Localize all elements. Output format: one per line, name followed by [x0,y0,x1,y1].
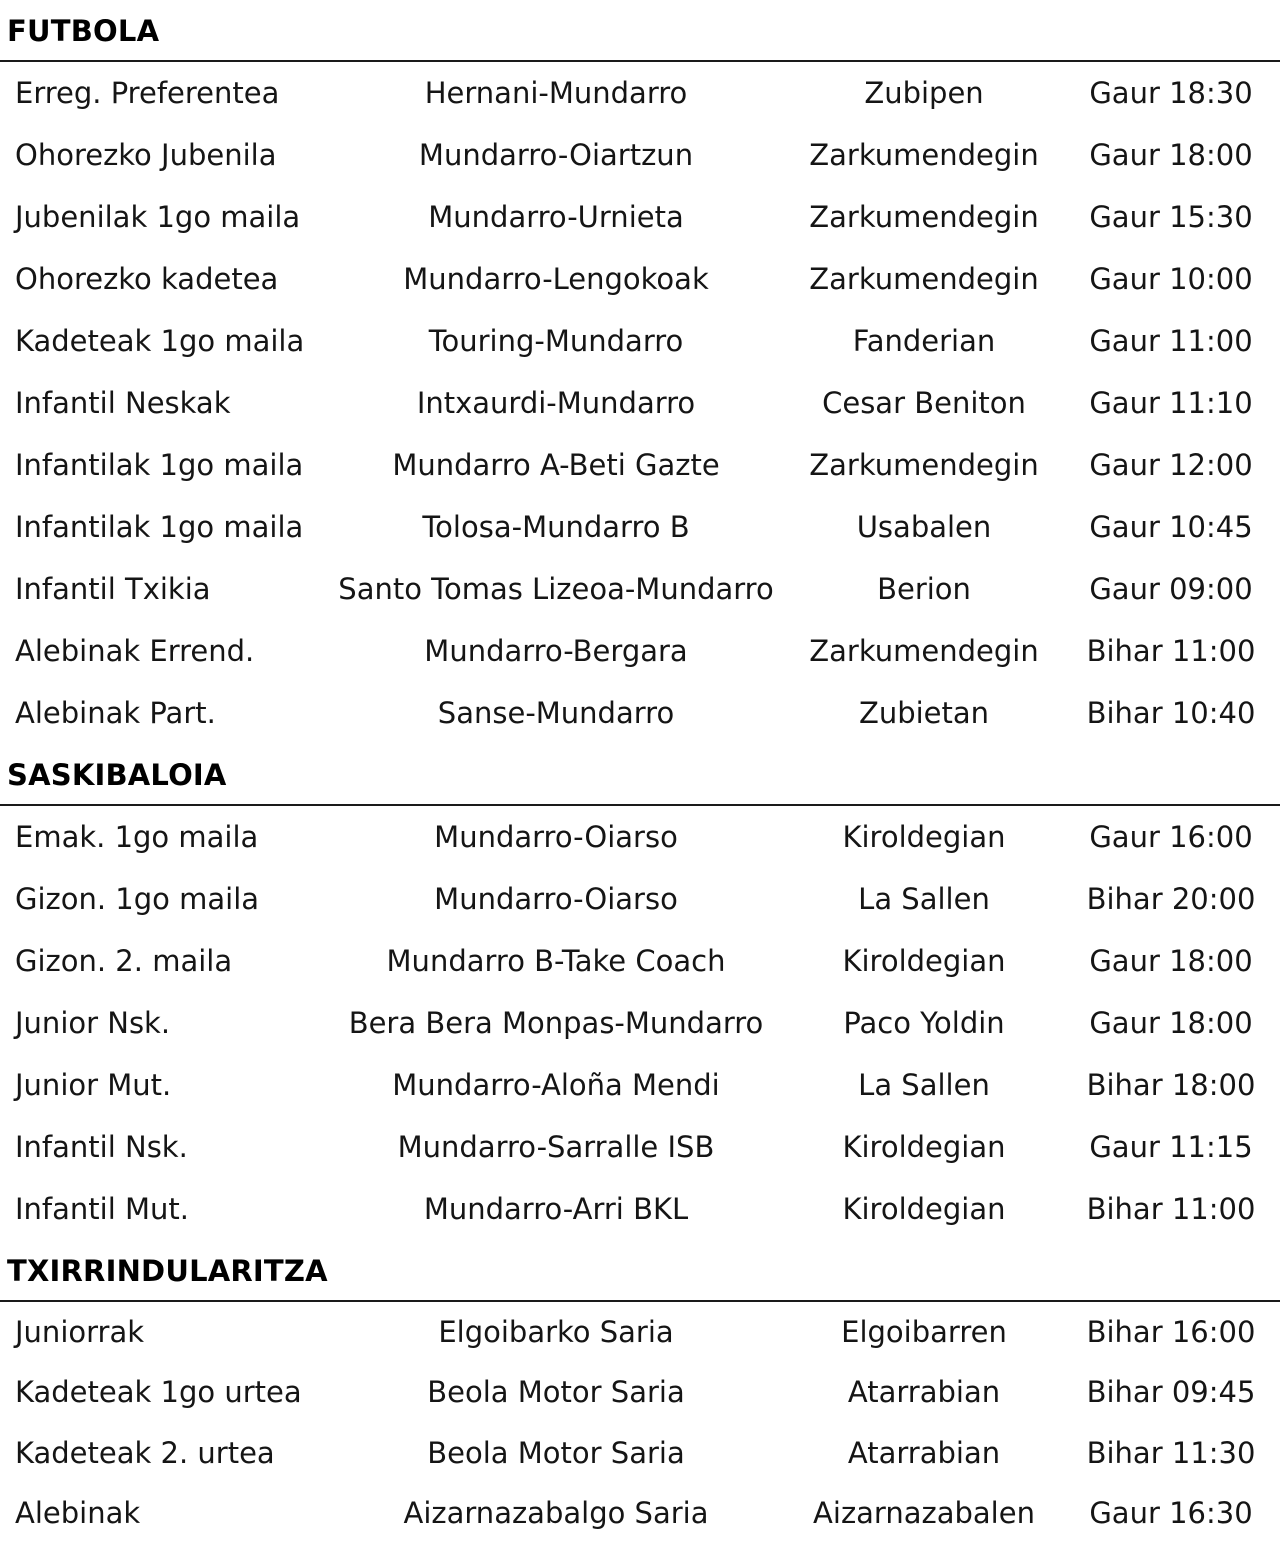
match-cell: Mundarro-Oiartzun [418,138,694,172]
venue-cell: Atarrabian [847,1435,1001,1470]
match-cell: Mundarro A-Beti Gazte [392,448,720,482]
category-cell: Alebinak [15,1495,141,1530]
category-cell: Infantil Txikia [15,572,211,606]
match-cell: Hernani-Mundarro [424,76,688,110]
match-cell: Tolosa-Mundarro B [422,510,690,544]
category-cell: Infantil Mut. [15,1192,189,1226]
match-cell: Intxaurdi-Mundarro [416,386,696,420]
match-cell: Mundarro-Lengokoak [403,262,709,296]
venue-cell: Zarkumendegin [809,262,1039,296]
time-cell: Bihar 09:45 [1086,1375,1256,1410]
table-row [0,992,1280,1054]
section-header [0,744,1280,806]
match-cell: Beola Motor Saria [427,1435,685,1470]
table-row [0,930,1280,992]
table-row [0,1178,1280,1240]
venue-cell: La Sallen [858,1068,990,1102]
venue-cell: La Sallen [858,882,990,916]
table-row [0,124,1280,186]
time-cell: Gaur 11:00 [1089,324,1253,358]
venue-cell: Zarkumendegin [809,200,1039,234]
table-row [0,1116,1280,1178]
time-cell: Bihar 11:00 [1086,1192,1256,1226]
time-cell: Gaur 12:00 [1089,448,1253,482]
time-cell: Gaur 10:45 [1089,510,1253,544]
category-cell: Ohorezko kadetea [15,262,279,296]
time-cell: Bihar 10:40 [1086,696,1256,730]
venue-cell: Fanderian [852,324,996,358]
section-header [0,0,1280,62]
time-cell: Gaur 18:00 [1089,944,1253,978]
table-row [0,372,1280,434]
category-cell: Juniorrak [15,1315,145,1349]
category-cell: Alebinak Errend. [15,634,255,668]
venue-cell: Aizarnazabalen [813,1495,1035,1530]
category-cell: Kadeteak 2. urtea [15,1435,275,1470]
venue-cell: Zarkumendegin [809,138,1039,172]
table-row [0,1423,1280,1483]
match-cell: Sanse-Mundarro [437,696,675,730]
table-row [0,806,1280,868]
time-cell: Bihar 16:00 [1086,1315,1256,1349]
match-cell: Mundarro-Aloña Mendi [392,1068,720,1102]
category-cell: Gizon. 2. maila [15,944,233,978]
category-cell: Infantil Nsk. [15,1130,188,1164]
venue-cell: Zubipen [864,76,984,110]
match-cell: Santo Tomas Lizeoa-Mundarro [338,572,774,606]
table-row [0,1362,1280,1422]
category-cell: Infantil Neskak [15,386,231,420]
match-cell: Mundarro-Sarralle ISB [397,1130,715,1164]
table-row [0,558,1280,620]
time-cell: Gaur 15:30 [1089,200,1253,234]
time-cell: Bihar 11:00 [1086,634,1256,668]
time-cell: Bihar 18:00 [1086,1068,1256,1102]
section-title: SASKIBALOIA [7,758,227,792]
time-cell: Bihar 11:30 [1086,1435,1256,1470]
match-cell: Beola Motor Saria [427,1375,685,1410]
table-row [0,682,1280,744]
match-cell: Bera Bera Monpas-Mundarro [348,1006,764,1040]
time-cell: Gaur 18:00 [1089,1006,1253,1040]
venue-cell: Atarrabian [847,1375,1001,1410]
category-cell: Erreg. Preferentea [15,76,280,110]
section-title: FUTBOLA [7,14,160,48]
section-header [0,1240,1280,1302]
venue-cell: Zubietan [858,696,990,730]
time-cell: Gaur 18:00 [1089,138,1253,172]
table-row [0,1302,1280,1362]
match-cell: Mundarro-Oiarso [434,882,678,916]
category-cell: Kadeteak 1go urtea [15,1375,302,1410]
match-cell: Touring-Mundarro [428,324,684,358]
venue-cell: Zarkumendegin [809,634,1039,668]
time-cell: Gaur 16:30 [1089,1495,1253,1530]
table-row [0,1483,1280,1543]
venue-cell: Usabalen [856,510,992,544]
time-cell: Gaur 09:00 [1089,572,1253,606]
table-row [0,620,1280,682]
time-cell: Gaur 16:00 [1089,820,1253,854]
venue-cell: Kiroldegian [842,820,1006,854]
match-cell: Mundarro-Oiarso [434,820,678,854]
time-cell: Gaur 11:10 [1089,386,1253,420]
table-row [0,186,1280,248]
venue-cell: Kiroldegian [842,944,1006,978]
match-cell: Mundarro-Arri BKL [423,1192,689,1226]
time-cell: Bihar 20:00 [1086,882,1256,916]
venue-cell: Kiroldegian [842,1130,1006,1164]
match-cell: Mundarro-Urnieta [428,200,684,234]
venue-cell: Cesar Beniton [822,386,1026,420]
category-cell: Junior Nsk. [15,1006,171,1040]
venue-cell: Kiroldegian [842,1192,1006,1226]
venue-cell: Berion [877,572,971,606]
table-row [0,868,1280,930]
table-row [0,1054,1280,1116]
table-row [0,496,1280,558]
table-row [0,62,1280,124]
category-cell: Emak. 1go maila [15,820,259,854]
category-cell: Alebinak Part. [15,696,216,730]
venue-cell: Elgoibarren [841,1315,1007,1349]
time-cell: Gaur 18:30 [1089,76,1253,110]
match-cell: Mundarro-Bergara [424,634,688,668]
category-cell: Gizon. 1go maila [15,882,260,916]
category-cell: Infantilak 1go maila [15,448,304,482]
category-cell: Kadeteak 1go maila [15,324,305,358]
section-title: TXIRRINDULARITZA [7,1254,328,1288]
match-cell: Mundarro B-Take Coach [386,944,726,978]
table-row [0,248,1280,310]
time-cell: Gaur 11:15 [1089,1130,1253,1164]
venue-cell: Zarkumendegin [809,448,1039,482]
category-cell: Infantilak 1go maila [15,510,304,544]
table-row [0,310,1280,372]
match-cell: Aizarnazabalgo Saria [403,1495,709,1530]
table-row [0,434,1280,496]
category-cell: Jubenilak 1go maila [15,200,301,234]
category-cell: Junior Mut. [15,1068,172,1102]
match-cell: Elgoibarko Saria [438,1315,674,1349]
venue-cell: Paco Yoldin [843,1006,1005,1040]
time-cell: Gaur 10:00 [1089,262,1253,296]
category-cell: Ohorezko Jubenila [15,138,277,172]
